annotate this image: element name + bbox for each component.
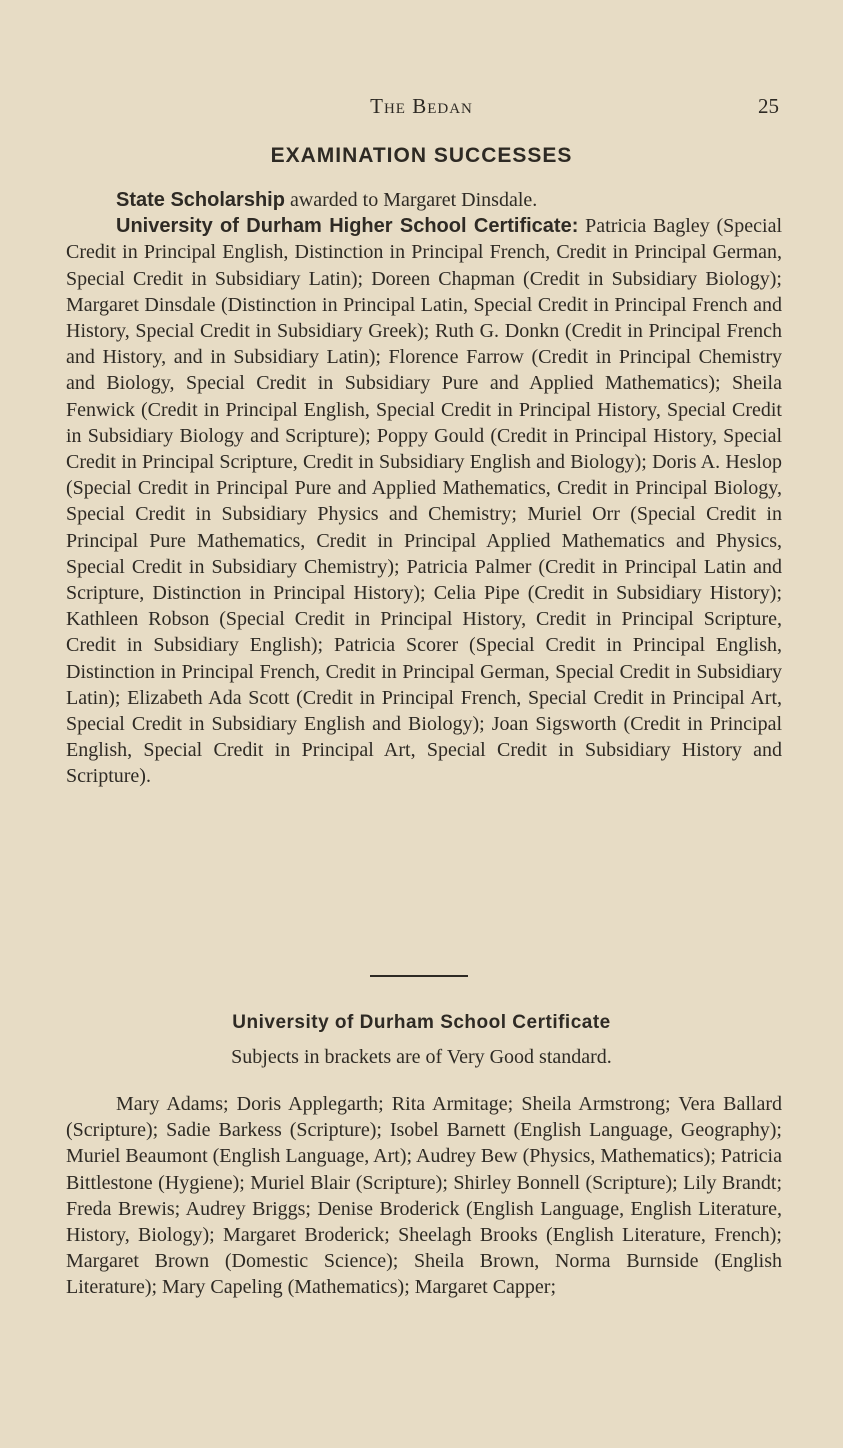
running-title: The Bedan — [370, 94, 473, 118]
paragraph-lead: State Scholarship — [116, 189, 285, 211]
section-heading-school-certificate: University of Durham School Certificate — [232, 1012, 611, 1033]
page-header — [60, 94, 783, 124]
section-divider — [370, 975, 468, 977]
paragraph-text: Patricia Bagley (Special Credit in Principal English, Distinction in Principal French, Credit in Principal German, Special Credit in Subsidiary Latin); Doreen Chapman (Credit in Subsidiary Biology); Margaret Dinsdale (Distinction in Principal Latin, Special Credit in Principal French and History, Special Credit in Subsidiary Greek); Ruth G. Donkn (Credit in Principal French and History, and in Subsidiary Latin); Florence Farrow (Credit in Principal Chemistry and Biology, Special Credit in Subsidiary Pure and Applied Mathematics); Sheila Fenwick (Credit in Principal English, Special Credit in Principal History, Special Credit in Subsidiary Biology and Scripture); Poppy Gould (Credit in Principal History, Special Credit in Principal Scripture, Credit in Subsidiary English and Biology); Doris A. Heslop (Special Credit in Principal Pure and Applied Mathematics, Credit in Principal Biology, Special Credit in Subsidiary Physics and Chemistry; Muriel Orr (Special Credit in Principal Pure Mathematics, Credit in Principal Applied Mathematics and Physics, Special Credit in Subsidiary Chemistry); Patricia Palmer (Credit in Principal Latin and Scripture, Distinction in Principal History); Celia Pipe (Credit in Subsidiary History); Kathleen Robson (Special Credit in Principal History, Credit in Principal Scripture, Credit in Subsidiary English); Patricia Scorer (Special Credit in Principal English, Distinction in Principal French, Credit in Principal German, Special Credit in Subsidiary Latin); Elizabeth Ada Scott (Credit in Principal French, Special Credit in Principal Art, Special Credit in Subsidiary English and Biology); Joan Sigsworth (Credit in Principal English, Special Credit in Principal Art, Special Credit in Subsidiary History and Scripture). — [66, 215, 783, 788]
school-certificate-body — [66, 1091, 782, 1301]
paragraph-lead: University of Durham Higher School Certificate: — [116, 215, 579, 238]
school-certificate-paragraph: Mary Adams; Doris Applegarth; Rita Armitage; Sheila Armstrong; Vera Ballard (Scripture); Sadie Barkess (Scripture); Isobel Barnett (English Language, Geography); Muriel Beaumont (English Language, Art); Audrey Bew (Physics, Mathematics); Patricia Bittlestone (Hygiene); Muriel Blair (Scripture); Shirley Bonnell (Scripture); Lily Brandt; Freda Brewis; Audrey Briggs; Denise Broderick (English Language, English Literature, History, Biology); Margaret Broderick; Sheelagh Brooks (English Literature, French); Margaret Brown (Domestic Science); Sheila Brown, Norma Burnside (English Literature); Mary Capeling (Mathematics); Margaret Capper; — [66, 1093, 782, 1299]
section-subtitle: Subjects in brackets are of Very Good standard. — [231, 1046, 612, 1068]
higher-school-certificate-paragraph — [66, 213, 782, 789]
state-scholarship-paragraph — [66, 187, 782, 213]
section-heading-examination-successes: EXAMINATION SUCCESSES — [270, 144, 573, 167]
page-number: 25 — [758, 94, 779, 118]
examination-successes-body — [66, 187, 782, 790]
paragraph-text: awarded to Margaret Dinsdale. — [284, 189, 538, 211]
